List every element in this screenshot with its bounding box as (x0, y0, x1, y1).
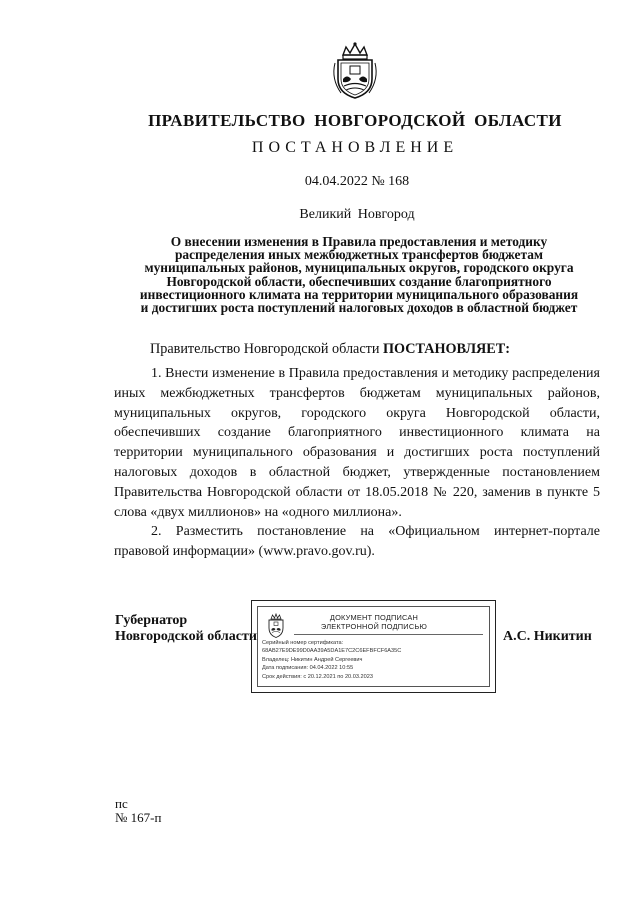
body-line: 2. Разместить постановление на «Официальном интернет-портале (151, 524, 600, 540)
electronic-signature-stamp (251, 600, 496, 693)
body-line: налоговых доходов в областной бюджет, утвержденные постановлением (114, 464, 600, 480)
document-subject (110, 235, 608, 314)
document-date-number: 04.04.2022 № 168 (304, 174, 410, 189)
document-body (114, 364, 600, 562)
stamp-serial: 68AB27E9DE99D0AA39A5DA1E7C2C6EFBFCF6A35C (262, 648, 402, 655)
stamp-serial-label: Серийный номер сертификата: (262, 640, 344, 646)
document-type: ПОСТАНОВЛЕНИЕ (251, 139, 459, 156)
subject-line: О внесении изменения в Правила предоставления и методику (170, 234, 548, 249)
document-footer (115, 797, 161, 825)
stamp-owner: Владелец: Никитин Андрей Сергеевич (262, 656, 363, 663)
preamble-decree: ПОСТАНОВЛЯЕТ: (382, 341, 510, 357)
subject-line: Новгородской области, обеспечивших создание благоприятного (166, 273, 552, 289)
stamp-title (294, 613, 454, 631)
body-line: слова «двух миллионов» на «одного миллиона». (114, 504, 402, 520)
body-line: правовой информации» (www.pravo.gov.ru). (114, 544, 375, 560)
preamble (150, 341, 510, 358)
stamp-validity: Срок действия: с 20.12.2021 по 20.03.2023 (262, 673, 373, 680)
stamp-coat-of-arms-icon (265, 613, 287, 639)
signatory-name: А.С. Никитин (503, 629, 592, 644)
body-line: территории муниципального образования и достигших роста поступлений (114, 445, 600, 461)
subject-line: распределения иных межбюджетных трансфертов бюджетам (174, 247, 544, 263)
subject-line: и достигших роста поступлений налоговых доходов в областной бюджет (140, 300, 578, 316)
subject-line: муниципальных районов, муниципальных округов, городского округа (144, 260, 574, 276)
government-title: ПРАВИТЕЛЬСТВО НОВГОРОДСКОЙ ОБЛАСТИ (148, 111, 562, 130)
item-1 (114, 364, 600, 522)
preamble-text: Правительство Новгородской области (150, 341, 383, 357)
stamp-details (262, 639, 485, 681)
body-line: Правительства Новгородской области от 18.05.2018 № 220, заменив в пункте 5 (114, 484, 600, 500)
item-2 (114, 522, 600, 562)
stamp-title-line: ЭЛЕКТРОННОЙ ПОДПИСЬЮ (320, 622, 428, 631)
body-line: 1. Внести изменение в Правила предоставления и методику распределения (151, 366, 600, 381)
stamp-title-line: ДОКУМЕНТ ПОДПИСАН (329, 613, 419, 622)
stamp-divider (294, 634, 483, 635)
body-line: муниципальных округов, городского округа Новгородской области, (114, 405, 600, 421)
footer-code: пс (115, 796, 128, 811)
position-line: Новгородской области (115, 629, 257, 644)
stamp-frame (257, 606, 490, 687)
document-place: Великий Новгород (299, 207, 415, 222)
coat-of-arms-icon (329, 41, 381, 101)
footer-number: № 167-п (115, 810, 162, 825)
body-line: обеспечивших создание благоприятного инвестиционного климата на (114, 425, 600, 441)
stamp-signed-date: Дата подписания: 04.04.2022 10:55 (262, 665, 354, 672)
subject-line: инвестиционного климата на территории муниципального образования (139, 286, 579, 302)
position-line: Губернатор (115, 613, 188, 628)
signatory-position (115, 613, 257, 645)
body-line: иных межбюджетных трансфертов бюджетам муниципальных районов, (114, 385, 600, 401)
